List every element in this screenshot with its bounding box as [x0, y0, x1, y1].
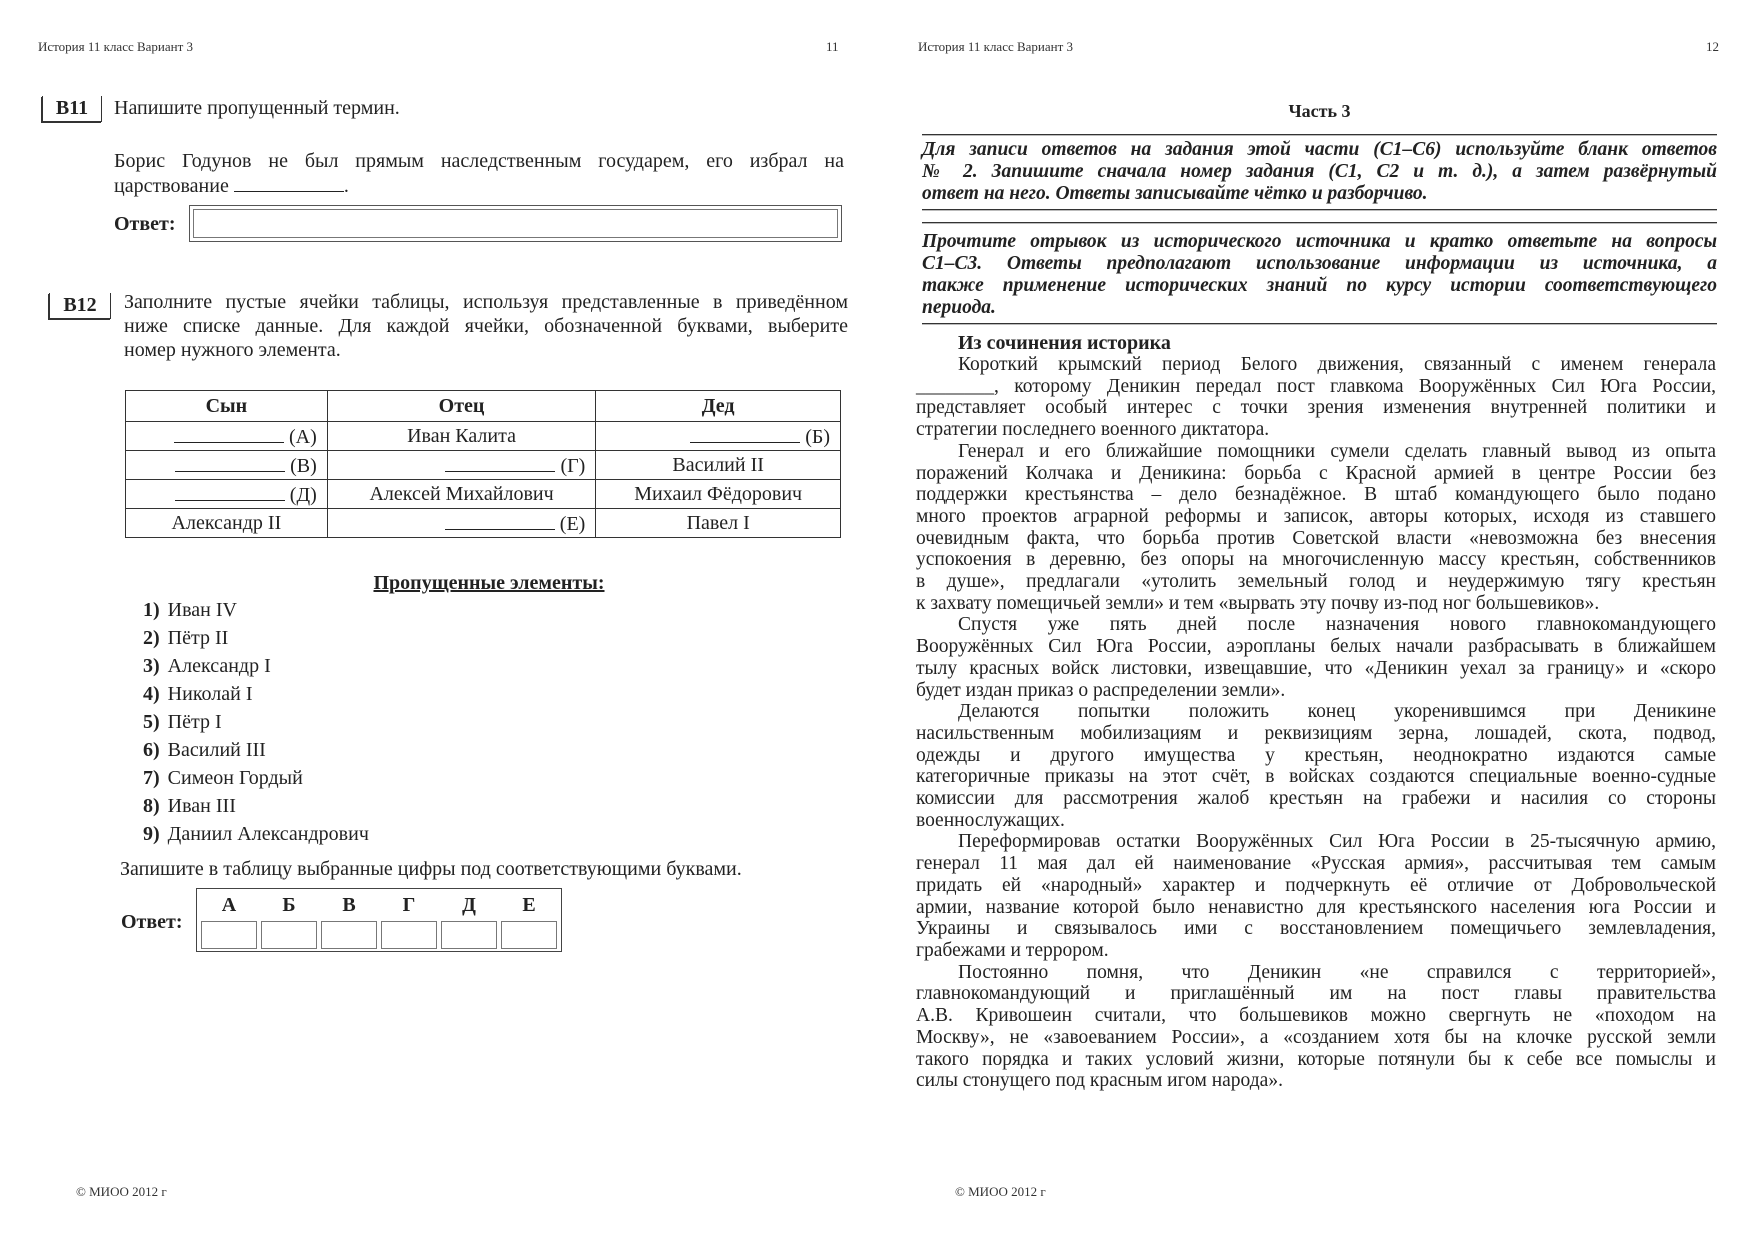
page-number-right: 12: [1706, 39, 1719, 54]
table-header: Отец: [327, 391, 596, 422]
page-header-right: История 11 класс Вариант 3: [918, 39, 1074, 54]
source-line: в душе», предлагали «утолить земельный голод и неудержимую тягу крестьян: [916, 571, 1716, 593]
b12-instruction: [124, 290, 848, 362]
answer-cell[interactable]: [321, 921, 377, 949]
b11-answer-field[interactable]: [189, 205, 842, 242]
instruction-line: Прочтите отрывок из исторического источника и кратко ответьте на вопросы: [922, 231, 1717, 252]
list-item: [143, 822, 369, 850]
source-line: категоричные приказы на этот счёт, в войсках создаются специальные военно-судные: [916, 766, 1716, 788]
part-title: Часть 3: [1288, 101, 1351, 121]
page-header-left: История 11 класс Вариант 3: [38, 39, 194, 54]
answer-letter: В: [342, 893, 356, 916]
source-line: Спустя уже пять дней после назначения нового главнокомандующего: [958, 614, 1716, 636]
item-text: Василий III: [167, 739, 266, 761]
table-cell: [327, 509, 596, 538]
table-cell: Павел I: [596, 509, 841, 538]
table-cell: [126, 480, 328, 509]
source-text: [916, 354, 1716, 1092]
source-paragraph: [916, 962, 1716, 1092]
answer-letter: Е: [522, 893, 536, 916]
cell-letter-label: (Г): [560, 454, 586, 477]
task-label-b12: B12: [49, 293, 111, 319]
instruction-line: ответ на него. Ответы записывайте чётко и разборчиво.: [922, 183, 1428, 204]
source-line: Вооружённых Сил Юга России, аэропланы белых начали разбрасывать в ближайшем: [916, 636, 1716, 658]
b12-write-instruction: Запишите в таблицу выбранные цифры под соответствующими буквами.: [120, 858, 742, 880]
b12-line: ниже списке данные. Для каждой ячейки, обозначенной буквами, выберите: [124, 315, 848, 337]
divider: [922, 209, 1717, 211]
cell-letter-label: (А): [289, 425, 317, 448]
list-item: [143, 626, 369, 654]
table-cell: Иван Калита: [327, 422, 596, 451]
source-line: главнокомандующий и приглашённый им на пост главы правительства: [916, 983, 1716, 1005]
item-text: Александр I: [167, 655, 271, 677]
instruction-line: № 2. Запишите сначала номер задания (C1, C2 и т. д.), а затем развёрнутый: [922, 161, 1717, 182]
table-header: Сын: [126, 391, 328, 422]
answer-cell[interactable]: [501, 921, 557, 949]
table-cell: [126, 451, 328, 480]
page-number-left: 11: [826, 39, 839, 54]
item-number: 2): [143, 627, 160, 649]
source-line: тылу красных войск листовки, извещавшие, что «Деникин уехал за границу» и «скоро: [916, 657, 1716, 679]
source-line: Генерал и его ближайшие помощники сумели сделать главный вывод из опыта: [958, 440, 1716, 462]
b12-line: Заполните пустые ячейки таблицы, используя представленные в приведённом: [124, 291, 848, 313]
source-line: одежды и другого имущества у крестьян, неоднократно издаются самые: [916, 744, 1716, 766]
answer-letter: А: [221, 893, 237, 916]
source-line: Делаются попытки положить конец укоренившимся при Деникине: [958, 701, 1716, 723]
instruction-line: периода.: [922, 297, 996, 318]
list-item: [143, 794, 369, 822]
blank-line: [174, 424, 284, 443]
footer-left: © МИОО 2012 г: [76, 1184, 167, 1199]
table-cell: Михаил Фёдорович: [596, 480, 841, 509]
divider: [922, 134, 1717, 136]
table-cell: [126, 422, 328, 451]
source-line: грабежами и террором.: [916, 939, 1109, 961]
blank-line: [445, 453, 555, 472]
table-cell: [596, 422, 841, 451]
list-item: [143, 766, 369, 794]
table-row: [126, 451, 841, 480]
answer-cell[interactable]: [381, 921, 437, 949]
source-line: к захвату помещичьей земли» и тем «вырвать эту почву из-под ног большевиков».: [916, 592, 1600, 614]
table-cell: Александр II: [126, 509, 328, 538]
item-number: 4): [143, 683, 160, 705]
source-line: очевидным факта, что борьба против Советской власти «невозможна без внесения: [916, 527, 1716, 549]
footer-right: © МИОО 2012 г: [955, 1184, 1046, 1199]
answer-cell[interactable]: [441, 921, 497, 949]
item-text: Иван IV: [167, 599, 237, 621]
source-title: Из сочинения историка: [958, 332, 1171, 354]
item-number: 7): [143, 767, 160, 789]
item-text: Даниил Александрович: [167, 823, 369, 845]
b12-answer-label: Ответ:: [121, 911, 183, 933]
b12-answer-grid: [196, 888, 562, 952]
answer-letter: Д: [462, 893, 476, 916]
b11-line: Борис Годунов не был прямым наследственным государем, его избрал на: [114, 150, 844, 172]
item-number: 5): [143, 711, 160, 733]
task-label-b11: B11: [42, 96, 102, 122]
table-cell: [327, 451, 596, 480]
list-item: [143, 598, 369, 626]
blank-line: [175, 453, 285, 472]
b11-answer-label: Ответ:: [114, 213, 176, 235]
table-row: [126, 422, 841, 451]
missing-elements-list: [143, 598, 369, 850]
list-item: [143, 682, 369, 710]
missing-elements-title: Пропущенные элементы:: [373, 572, 605, 594]
b11-line-2: [114, 173, 844, 198]
source-line: поражений Колчака и Деникина: борьба с Красной армией в центре России без: [916, 462, 1716, 484]
source-line: военнослужащих.: [916, 809, 1065, 831]
source-line: А.В. Кривошеин считали, что большевиков можно свергнуть не «походом на: [916, 1005, 1716, 1027]
list-item: [143, 738, 369, 766]
source-instruction: [922, 231, 1717, 319]
instruction-line: C1–C3. Ответы предполагают использование информации из источника, а: [922, 253, 1717, 274]
item-text: Пётр I: [167, 711, 222, 733]
table-row: [126, 509, 841, 538]
table-cell: Алексей Михайлович: [327, 480, 596, 509]
blank-line: [445, 511, 555, 530]
source-line: комиссии для рассмотрения жалоб крестьян на грабежи и насилия со стороны: [916, 788, 1716, 810]
item-text: Николай I: [167, 683, 253, 705]
item-number: 9): [143, 823, 160, 845]
source-paragraph: [916, 354, 1716, 441]
b12-line: номер нужного элемента.: [124, 339, 341, 361]
source-line: Короткий крымский период Белого движения, связанный с именем генерала: [958, 354, 1716, 375]
answer-cell[interactable]: [261, 921, 317, 949]
item-number: 6): [143, 739, 160, 761]
divider: [922, 222, 1717, 224]
source-line: много проектов аграрной реформы и записок, авторы которых, исходя из ставшего: [916, 505, 1716, 527]
cell-letter-label: (Е): [559, 512, 586, 535]
instruction-line: Для записи ответов на задания этой части (C1–C6) используйте бланк ответов: [922, 139, 1717, 160]
source-paragraph: [916, 441, 1716, 615]
source-line: насильственным мобилизациям и реквизициям зерна, лошадей, скота, подвод,: [916, 722, 1716, 744]
source-line: успокоения в деревню, без опоры на многочисленную массу крестьян, собственников: [916, 549, 1716, 571]
b11-suffix: .: [343, 175, 349, 197]
source-line: такого порядка и таких условий жизни, которые потянули бы к себе все помыслы и: [916, 1048, 1716, 1070]
b11-instruction: Напишите пропущенный термин.: [114, 97, 400, 119]
b11-question: [114, 149, 844, 198]
blank-line: [175, 482, 285, 501]
cell-letter-label: (Б): [805, 425, 830, 448]
part-instruction: [922, 139, 1717, 205]
table-row: [126, 480, 841, 509]
source-line: Москву», не «завоеванием России», а «созданием хотя бы на клочке русской земли: [916, 1026, 1716, 1048]
source-line: Украины и связывалось ими с восстановлением помещичьего землевладения,: [916, 918, 1716, 940]
source-line: представляет особый интерес с точки зрения изменения внутренней политики и: [916, 397, 1716, 419]
source-paragraph: [916, 831, 1716, 961]
divider: [922, 323, 1717, 325]
answer-letter: Б: [282, 893, 296, 916]
item-text: Симеон Гордый: [167, 767, 303, 789]
item-number: 3): [143, 655, 160, 677]
blank-line: [690, 424, 800, 443]
item-number: 1): [143, 599, 160, 621]
source-paragraph: [916, 614, 1716, 701]
source-paragraph: [916, 701, 1716, 831]
source-line: Переформировав остатки Вооружённых Сил Юга России в 25-тысячную армию,: [958, 831, 1716, 853]
b11-line-text: царствование: [114, 175, 229, 197]
instruction-line: также применение исторических знаний по курсу истории соответствующего: [922, 275, 1717, 296]
answer-cell[interactable]: [201, 921, 257, 949]
source-line: будет издан приказ о распределении земли».: [916, 679, 1286, 701]
item-text: Иван III: [167, 795, 236, 817]
source-line: армии, название которой было ненавистно для крестьянского населения юга России и: [916, 896, 1716, 918]
cell-letter-label: (Д): [289, 483, 317, 506]
source-line: стратегии последнего военного диктатора.: [916, 419, 1270, 441]
table-cell: Василий II: [596, 451, 841, 480]
source-line: ________, которому Деникин передал пост главкома Вооружённых Сил Юга России,: [916, 375, 1716, 397]
list-item: [143, 710, 369, 738]
dynasty-table: [125, 390, 841, 538]
source-line: генерал 11 мая дал ей наименование «Русская армия», рассчитывая тем самым: [916, 853, 1716, 875]
source-line: поддержки крестьянства – дело безнадёжное. В штаб командующего было подано: [916, 484, 1716, 506]
source-line: Постоянно помня, что Деникин «не справился с территорией»,: [958, 961, 1716, 983]
b11-blank: [234, 173, 344, 192]
source-line: придать ей «народный» характер и подчеркнуть её отличие от Добровольческой: [916, 874, 1716, 896]
cell-letter-label: (В): [290, 454, 317, 477]
source-line: силы стонущего под красным игом народа».: [916, 1070, 1283, 1092]
table-header: Дед: [596, 391, 841, 422]
item-text: Пётр II: [167, 627, 229, 649]
list-item: [143, 654, 369, 682]
answer-letter: Г: [402, 893, 416, 916]
item-number: 8): [143, 795, 160, 817]
b11-answer-inner[interactable]: [193, 209, 838, 238]
